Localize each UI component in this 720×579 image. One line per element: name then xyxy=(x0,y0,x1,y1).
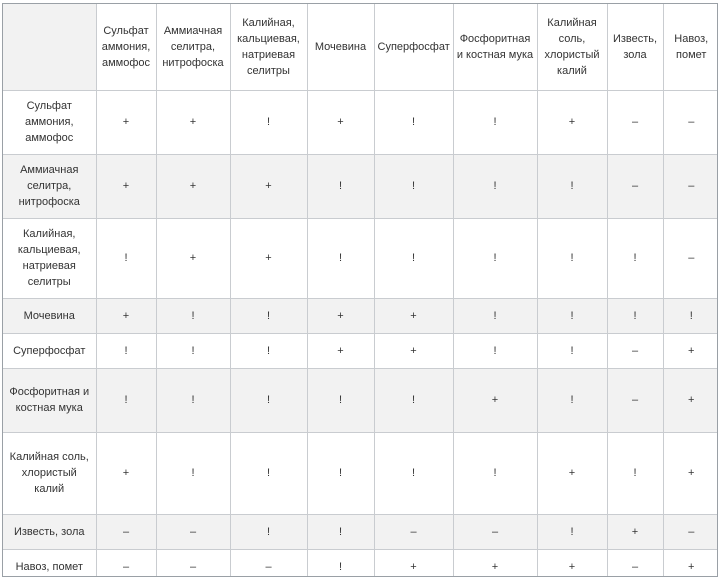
column-header: Известь, зола xyxy=(607,4,663,90)
compatibility-cell: – xyxy=(663,154,718,218)
compatibility-cell: ! xyxy=(96,218,156,298)
compatibility-cell: ! xyxy=(230,90,307,154)
compatibility-cell: ! xyxy=(230,333,307,368)
compatibility-cell: + xyxy=(663,368,718,432)
compatibility-cell: ! xyxy=(307,514,374,549)
compatibility-cell: ! xyxy=(230,514,307,549)
compatibility-cell: – xyxy=(607,368,663,432)
table-row xyxy=(3,432,718,514)
compatibility-cell: + xyxy=(453,549,537,577)
compatibility-cell: + xyxy=(230,218,307,298)
compatibility-cell: + xyxy=(307,298,374,333)
compatibility-cell: ! xyxy=(307,218,374,298)
compatibility-cell: ! xyxy=(453,333,537,368)
table-row xyxy=(3,549,718,577)
compatibility-cell: ! xyxy=(607,298,663,333)
compatibility-cell: ! xyxy=(537,333,607,368)
compatibility-cell: – xyxy=(607,154,663,218)
compatibility-cell: – xyxy=(607,333,663,368)
compatibility-cell: + xyxy=(537,549,607,577)
table-row xyxy=(3,368,718,432)
compatibility-cell: ! xyxy=(537,368,607,432)
compatibility-cell: – xyxy=(663,218,718,298)
table-row xyxy=(3,154,718,218)
table-row xyxy=(3,218,718,298)
column-header: Навоз, помет xyxy=(663,4,718,90)
compatibility-cell: ! xyxy=(156,298,230,333)
table-row xyxy=(3,514,718,549)
compatibility-cell: ! xyxy=(607,432,663,514)
compatibility-cell: – xyxy=(96,514,156,549)
compatibility-cell: + xyxy=(374,298,453,333)
compatibility-cell: + xyxy=(607,514,663,549)
corner-cell xyxy=(3,4,96,90)
column-header: Мочевина xyxy=(307,4,374,90)
compatibility-cell: – xyxy=(663,90,718,154)
row-header: Фосфоритная и костная мука xyxy=(3,368,96,432)
row-header: Мочевина xyxy=(3,298,96,333)
compatibility-cell: ! xyxy=(453,154,537,218)
header-row xyxy=(3,4,718,90)
compatibility-cell: ! xyxy=(307,154,374,218)
compatibility-cell: ! xyxy=(453,90,537,154)
compatibility-cell: + xyxy=(96,154,156,218)
compatibility-cell: ! xyxy=(537,514,607,549)
column-header: Сульфат аммония, аммофос xyxy=(96,4,156,90)
compatibility-cell: ! xyxy=(307,368,374,432)
compatibility-cell: ! xyxy=(374,432,453,514)
compatibility-cell: ! xyxy=(307,432,374,514)
row-header: Сульфат аммония, аммофос xyxy=(3,90,96,154)
compatibility-cell: ! xyxy=(374,368,453,432)
compatibility-cell: ! xyxy=(537,298,607,333)
compatibility-cell: ! xyxy=(230,368,307,432)
compatibility-cell: – xyxy=(96,549,156,577)
row-header: Калийная, кальциевая, натриевая селитры xyxy=(3,218,96,298)
table-row xyxy=(3,90,718,154)
table-row xyxy=(3,333,718,368)
compatibility-cell: – xyxy=(156,514,230,549)
column-header: Суперфосфат xyxy=(374,4,453,90)
compatibility-cell: + xyxy=(307,90,374,154)
compatibility-cell: + xyxy=(156,90,230,154)
compatibility-cell: ! xyxy=(453,432,537,514)
compatibility-cell: – xyxy=(156,549,230,577)
compatibility-cell: + xyxy=(96,90,156,154)
row-header: Аммиачная селитра, нитрофоска xyxy=(3,154,96,218)
compatibility-cell: + xyxy=(374,549,453,577)
compatibility-cell: ! xyxy=(453,298,537,333)
compatibility-cell: – xyxy=(230,549,307,577)
compatibility-cell: ! xyxy=(230,432,307,514)
compatibility-cell: + xyxy=(537,432,607,514)
compatibility-cell: + xyxy=(96,432,156,514)
column-header: Аммиачная селитра, нитрофоска xyxy=(156,4,230,90)
compatibility-cell: – xyxy=(374,514,453,549)
compatibility-cell: + xyxy=(374,333,453,368)
compatibility-cell: ! xyxy=(453,218,537,298)
compatibility-cell: ! xyxy=(156,432,230,514)
compatibility-cell: + xyxy=(307,333,374,368)
compatibility-cell: ! xyxy=(374,154,453,218)
compatibility-cell: ! xyxy=(537,154,607,218)
compatibility-cell: + xyxy=(537,90,607,154)
compatibility-cell: ! xyxy=(96,368,156,432)
table-row xyxy=(3,298,718,333)
compatibility-cell: – xyxy=(453,514,537,549)
row-header: Суперфосфат xyxy=(3,333,96,368)
compatibility-cell: ! xyxy=(156,368,230,432)
column-header: Калийная, кальциевая, натриевая селитры xyxy=(230,4,307,90)
row-header: Известь, зола xyxy=(3,514,96,549)
compatibility-cell: ! xyxy=(374,90,453,154)
compatibility-cell: + xyxy=(230,154,307,218)
compatibility-cell: + xyxy=(156,154,230,218)
column-header: Фосфоритная и костная мука xyxy=(453,4,537,90)
compatibility-cell: ! xyxy=(663,298,718,333)
column-header: Калийная соль, хлористый калий xyxy=(537,4,607,90)
compatibility-table-frame xyxy=(2,3,718,577)
compatibility-cell: ! xyxy=(230,298,307,333)
compatibility-cell: + xyxy=(663,432,718,514)
row-header: Калийная соль, хлористый калий xyxy=(3,432,96,514)
compatibility-cell: ! xyxy=(607,218,663,298)
compatibility-cell: ! xyxy=(96,333,156,368)
compatibility-cell: + xyxy=(453,368,537,432)
fertilizer-compatibility-table xyxy=(3,4,718,577)
compatibility-cell: ! xyxy=(307,549,374,577)
compatibility-cell: ! xyxy=(374,218,453,298)
compatibility-cell: ! xyxy=(537,218,607,298)
compatibility-cell: + xyxy=(156,218,230,298)
row-header: Навоз, помет xyxy=(3,549,96,577)
compatibility-cell: + xyxy=(96,298,156,333)
compatibility-cell: ! xyxy=(156,333,230,368)
compatibility-cell: + xyxy=(663,549,718,577)
compatibility-cell: – xyxy=(607,90,663,154)
compatibility-cell: + xyxy=(663,333,718,368)
compatibility-cell: – xyxy=(663,514,718,549)
compatibility-cell: – xyxy=(607,549,663,577)
